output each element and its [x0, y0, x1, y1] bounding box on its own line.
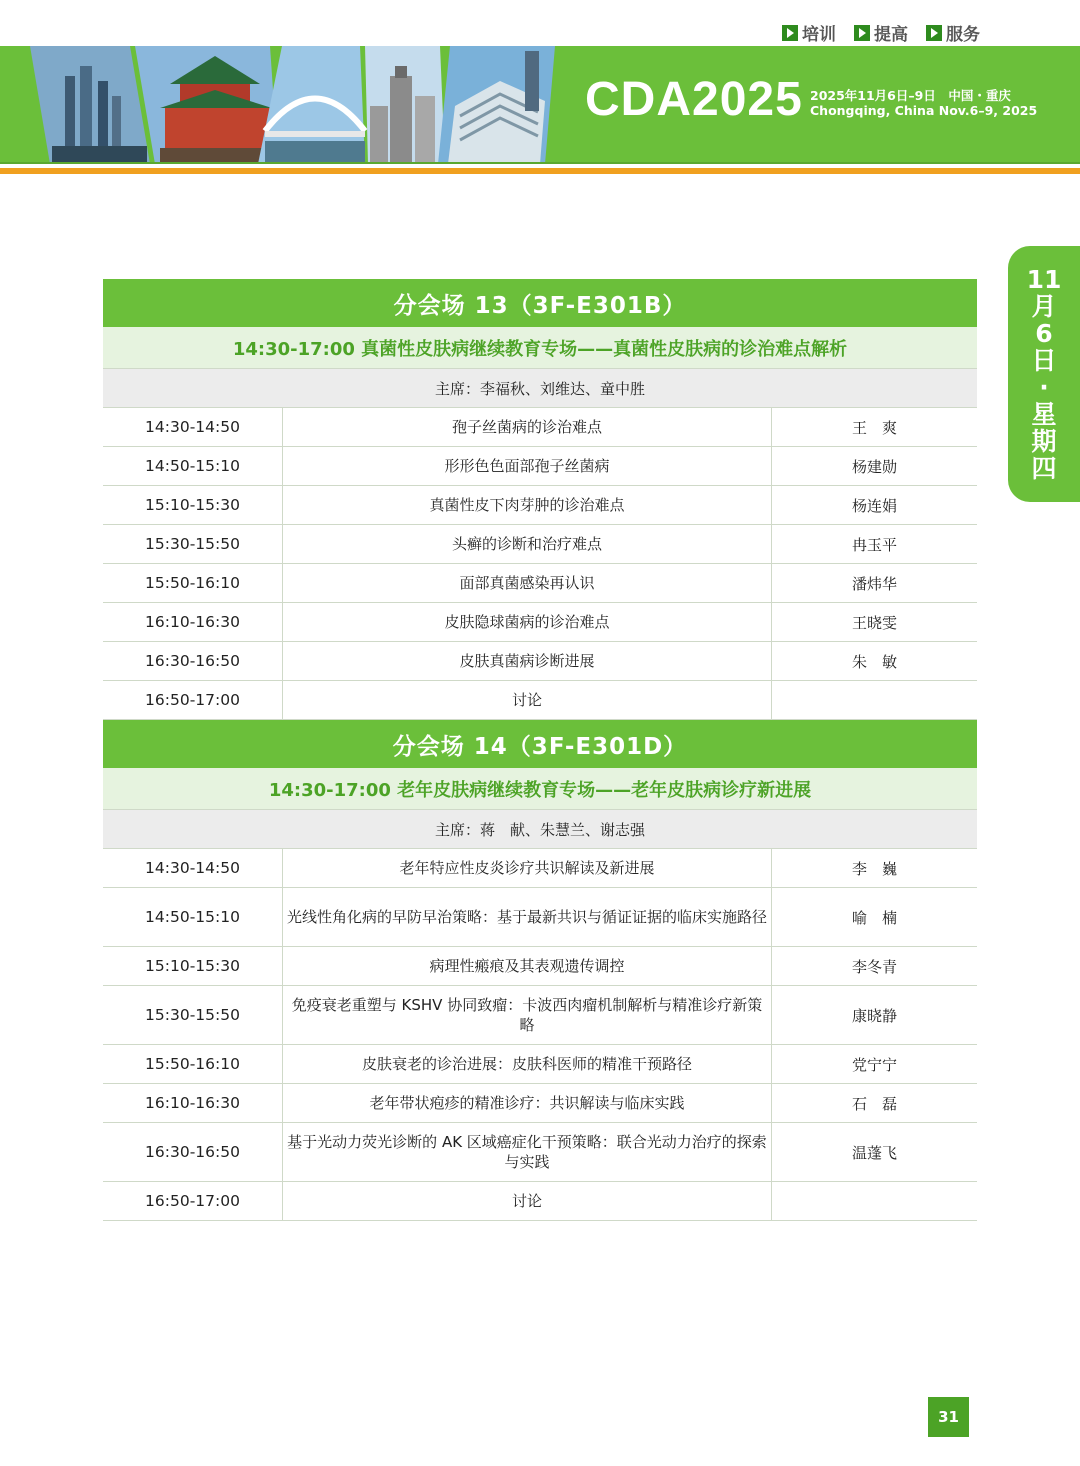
time-cell: 14:30-14:50	[103, 408, 283, 446]
nav-label: 服务	[946, 25, 980, 45]
table-row	[103, 642, 977, 681]
topic-cell: 老年特应性皮炎诊疗共识解读及新进展	[283, 849, 772, 887]
play-arrow-icon	[854, 25, 870, 41]
city-photo-collage	[20, 46, 580, 164]
session-chair: 主席：蒋 献、朱慧兰、谢志强	[103, 810, 977, 849]
speaker-cell: 杨连娟	[851, 496, 897, 515]
topic-cell: 免疫衰老重塑与 KSHV 协同致瘤：卡波西肉瘤机制解析与精准诊疗新策略	[283, 986, 772, 1044]
side-tab-char: 四	[1031, 454, 1057, 483]
side-tab-char: 星	[1031, 400, 1057, 429]
speaker-cell: 杨建勋	[851, 457, 897, 476]
topic-cell: 皮肤衰老的诊治进展：皮肤科医师的精准干预路径	[283, 1045, 772, 1083]
topic-cell: 光线性角化病的早防早治策略：基于最新共识与循证证据的临床实施路径	[283, 888, 772, 946]
header-banner	[0, 46, 1080, 164]
schedule-table	[103, 279, 977, 1221]
topic-cell: 皮肤真菌病诊断进展	[283, 642, 772, 680]
nav-label: 培训	[802, 25, 836, 45]
topic-cell: 老年带状疱疹的精准诊疗：共识解读与临床实践	[283, 1084, 772, 1122]
time-cell: 14:30-14:50	[103, 849, 283, 887]
time-cell: 16:50-17:00	[103, 681, 283, 719]
topic-cell: 病理性瘢痕及其表观遗传调控	[283, 947, 772, 985]
topic-cell: 皮肤隐球菌病的诊治难点	[283, 603, 772, 641]
session-header: 分会场 14（3F-E301D）	[103, 720, 977, 768]
side-tab-char: ·	[1039, 373, 1049, 402]
date-side-tab	[1008, 246, 1080, 502]
nav-item-training	[782, 20, 836, 45]
page-number: 31	[928, 1397, 969, 1437]
date-cn: 2025年11月6日–9日 中国・重庆	[810, 88, 1011, 103]
table-row	[103, 849, 977, 888]
speaker-cell: 王晓雯	[851, 613, 897, 632]
time-cell: 15:50-16:10	[103, 1045, 283, 1083]
side-tab-char: 11	[1026, 265, 1062, 294]
table-row	[103, 1045, 977, 1084]
table-row	[103, 525, 977, 564]
table-row	[103, 986, 977, 1045]
banner-date	[810, 88, 1037, 118]
nav-item-improve	[854, 20, 908, 45]
speaker-cell: 冉玉平	[851, 535, 897, 554]
speaker-cell: 党宁宁	[851, 1055, 897, 1074]
session-chair: 主席：李福秋、刘维达、童中胜	[103, 369, 977, 408]
time-cell: 16:30-16:50	[103, 642, 283, 680]
time-cell: 15:10-15:30	[103, 486, 283, 524]
topic-cell: 面部真菌感染再认识	[283, 564, 772, 602]
topic-cell: 基于光动力荧光诊断的 AK 区域癌症化干预策略：联合光动力治疗的探索与实践	[283, 1123, 772, 1181]
side-tab-char: 6	[1035, 319, 1053, 348]
time-cell: 16:50-17:00	[103, 1182, 283, 1220]
date-en: Chongqing, China Nov.6–9, 2025	[810, 103, 1038, 118]
table-row	[103, 947, 977, 986]
table-row	[103, 486, 977, 525]
time-cell: 16:10-16:30	[103, 603, 283, 641]
table-row	[103, 603, 977, 642]
topic-cell: 讨论	[283, 1182, 772, 1220]
play-arrow-icon	[926, 25, 942, 41]
divider-orange	[0, 168, 1080, 174]
time-cell: 14:50-15:10	[103, 447, 283, 485]
time-cell: 15:30-15:50	[103, 986, 283, 1044]
session-subtitle: 14:30-17:00 真菌性皮肤病继续教育专场——真菌性皮肤病的诊治难点解析	[103, 327, 977, 369]
nav-label: 提高	[874, 25, 908, 45]
play-arrow-icon	[782, 25, 798, 41]
speaker-cell: 李 巍	[851, 859, 897, 878]
session-header: 分会场 13（3F-E301B）	[103, 279, 977, 327]
speaker-cell: 王 爽	[851, 418, 897, 437]
speaker-cell: 朱 敏	[851, 652, 897, 671]
table-row	[103, 1182, 977, 1221]
banner-title: CDA2025	[585, 73, 803, 126]
table-row	[103, 888, 977, 947]
time-cell: 16:10-16:30	[103, 1084, 283, 1122]
speaker-cell: 李冬青	[851, 957, 897, 976]
speaker-cell: 石 磊	[851, 1094, 897, 1113]
speaker-cell: 温蓬飞	[851, 1143, 897, 1162]
topic-cell: 形形色色面部孢子丝菌病	[283, 447, 772, 485]
topic-cell: 孢子丝菌病的诊治难点	[283, 408, 772, 446]
nav-item-service	[926, 20, 980, 45]
time-cell: 15:50-16:10	[103, 564, 283, 602]
side-tab-char: 期	[1031, 427, 1057, 456]
time-cell: 16:30-16:50	[103, 1123, 283, 1181]
speaker-cell	[772, 681, 977, 719]
time-cell: 15:30-15:50	[103, 525, 283, 563]
side-tab-char: 日	[1031, 346, 1057, 375]
top-nav	[782, 20, 980, 45]
session-subtitle: 14:30-17:00 老年皮肤病继续教育专场——老年皮肤病诊疗新进展	[103, 768, 977, 810]
speaker-cell	[772, 1182, 977, 1220]
table-row	[103, 564, 977, 603]
table-row	[103, 1084, 977, 1123]
time-cell: 15:10-15:30	[103, 947, 283, 985]
topic-cell: 头癣的诊断和治疗难点	[283, 525, 772, 563]
table-row	[103, 681, 977, 720]
speaker-cell: 喻 楠	[851, 908, 897, 927]
topic-cell: 真菌性皮下肉芽肿的诊治难点	[283, 486, 772, 524]
table-row	[103, 447, 977, 486]
table-row	[103, 1123, 977, 1182]
speaker-cell: 康晓静	[851, 1006, 897, 1025]
side-tab-char: 月	[1031, 292, 1057, 321]
table-row	[103, 408, 977, 447]
speaker-cell: 潘炜华	[851, 574, 897, 593]
topic-cell: 讨论	[283, 681, 772, 719]
time-cell: 14:50-15:10	[103, 888, 283, 946]
